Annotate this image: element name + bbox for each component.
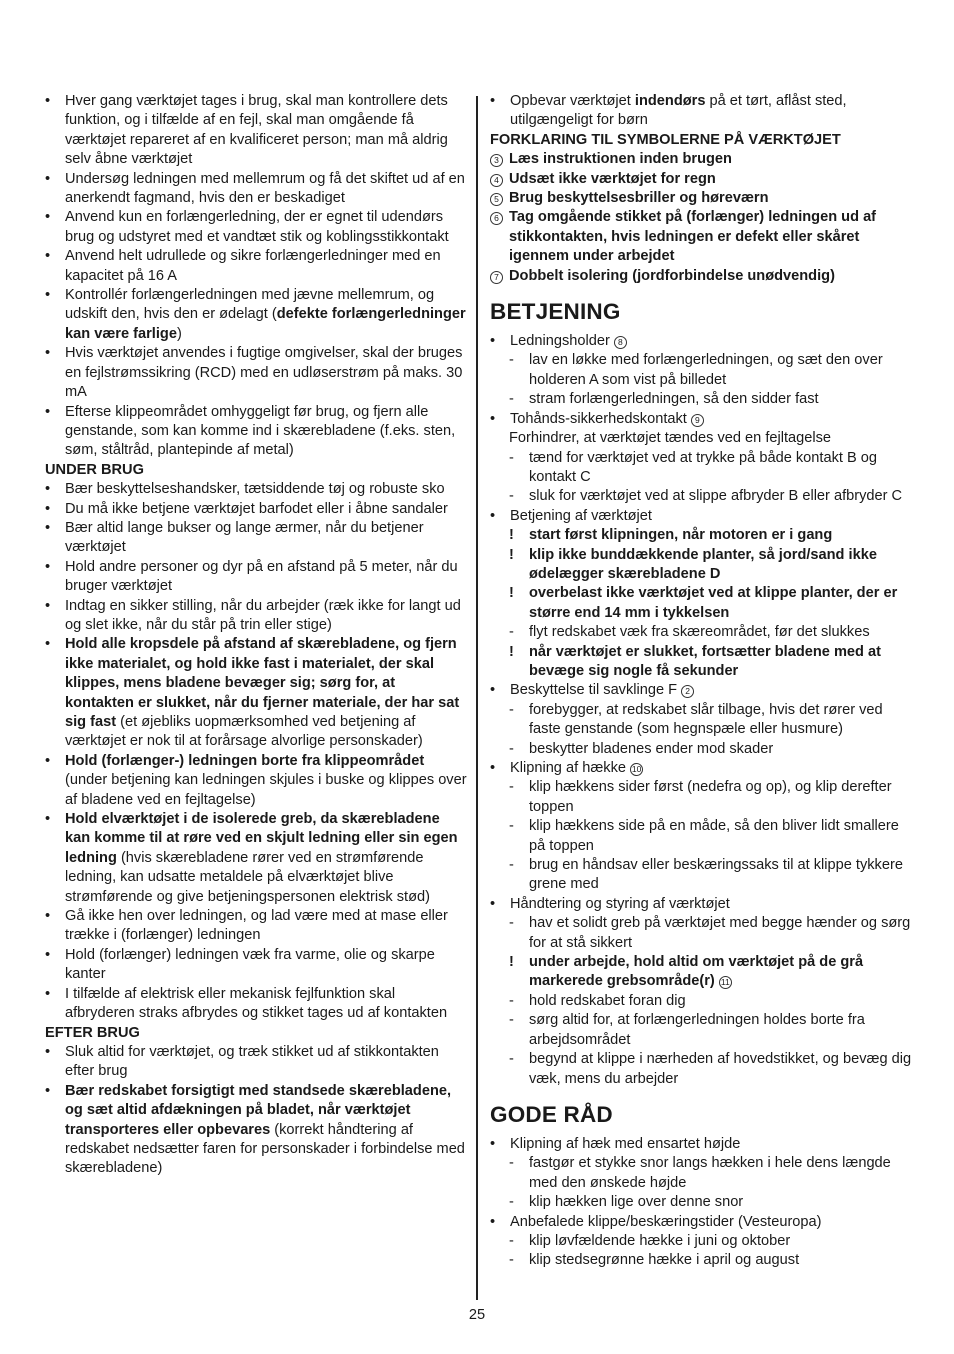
warning-item: [490, 643, 912, 682]
sub-item: [490, 701, 912, 740]
list-item: [45, 558, 467, 597]
body-text: Sluk altid for værktøjet, og træk stikket ud af stikkontakten efter brug: [65, 1043, 439, 1080]
sub-item: [490, 817, 912, 856]
bullet-icon: •: [45, 403, 51, 420]
callout-number-icon: 8: [614, 336, 627, 349]
bullet-icon: •: [490, 410, 496, 427]
bullet-icon: •: [490, 760, 496, 776]
body-text: (under betjening kan ledningen skjules i buske og klippes over af bladene ved en fejltagelse): [65, 772, 467, 808]
body-text: Hold andre personer og dyr på en afstand på 5 meter, når du bruger værktøjet: [65, 558, 458, 595]
body-text: (et øjebliks uopmærksomhed ved betjening af værktøjet er nok til at forårsage alvorlige personskader): [65, 714, 423, 750]
body-text: I tilfælde af elektrisk eller mekanisk fejlfunktion skal afbryderen straks afbrydes og stikket tages ud af kontakten: [65, 985, 448, 1022]
under-brug-heading: UNDER BRUG: [45, 461, 144, 478]
list-item-text: [65, 1083, 465, 1177]
storage-bullet: [490, 92, 912, 131]
warning-icon: !: [509, 527, 514, 544]
list-item-description: Forhindrer, at værktøjet tændes ved en fejltagelse: [509, 430, 832, 447]
list-item-text: [65, 986, 447, 1021]
dash-icon: -: [509, 352, 514, 369]
sub-item-text: klip ikke bunddækkende planter, så jord/sand ikke ødelægger skærebladene D: [529, 546, 877, 582]
sub-item-text: sluk for værktøjet ved at slippe afbryder B eller afbryder C: [529, 488, 903, 505]
callout-number-icon: 10: [631, 764, 642, 774]
list-item: [45, 907, 467, 946]
callout-number-icon: 9: [691, 414, 704, 427]
sub-item: [490, 856, 912, 895]
body-text: Indtag en sikker stilling, når du arbejder (ræk ikke for langt ud og slet ikke, når du står på trin eller stige): [65, 597, 461, 633]
left-column: [45, 92, 467, 1179]
bold-text: Hold (forlænger-) ledningen borte fra klippeområdet: [65, 752, 425, 769]
body-text: Du må ikke betjene værktøjet barfodet eller i åbne sandaler: [65, 500, 448, 517]
callout-number-icon: 4: [490, 174, 503, 187]
list-item: [45, 810, 467, 907]
bullet-icon: •: [45, 558, 51, 575]
bold-text: indendørs: [634, 93, 706, 109]
sub-item-text: fastgør et stykke snor langs hækken i hele dens længde med den ønskede højde: [529, 1155, 891, 1191]
list-item: [45, 1043, 467, 1082]
symbol-item: [490, 170, 912, 189]
warning-item: [490, 546, 912, 585]
body-text: Anvend helt udrullede og sikre forlængerledninger med en kapacitet på 16 A: [65, 248, 441, 284]
bullet-icon: •: [45, 248, 51, 265]
dash-icon: -: [509, 391, 514, 408]
symbol-text: Læs instruktionen inden brugen: [509, 151, 732, 168]
list-item: [45, 344, 467, 402]
symbol-text: Tag omgående stikket på (forlænger) ledningen ud af stikkontakten, hvis ledningen er defekt eller skåret igennem under arbejdet: [509, 209, 877, 265]
bullet-icon: •: [45, 946, 51, 963]
sub-item: [490, 992, 912, 1011]
list-item: [45, 286, 467, 344]
sub-item: [490, 351, 912, 390]
bullet-icon: •: [45, 519, 51, 536]
body-text: Hold (forlænger) ledningen væk fra varme, olie og skarpe kanter: [65, 946, 435, 983]
list-item: [490, 681, 912, 700]
warning-item: [490, 526, 912, 545]
bullet-icon: •: [45, 481, 51, 498]
dash-icon: -: [509, 624, 514, 641]
symbol-text: Udsæt ikke værktøjet for regn: [509, 170, 716, 187]
sub-item: [490, 1011, 912, 1050]
dash-icon: -: [509, 1232, 514, 1249]
list-item-text: [65, 93, 448, 167]
sub-item: [490, 1050, 912, 1089]
general-safety-list: [45, 92, 467, 461]
page-number: 25: [468, 1307, 486, 1323]
column-divider: [476, 96, 478, 1300]
list-item: [490, 410, 912, 429]
symbol-item: [490, 189, 912, 208]
list-item-text: [65, 404, 455, 459]
dash-icon: -: [509, 740, 514, 757]
dash-icon: -: [509, 992, 514, 1009]
bullet-icon: •: [45, 908, 51, 925]
sub-item-text: overbelast ikke værktøjet ved at klippe planter, der er større end 14 mm i tykkelsen: [529, 585, 898, 621]
bullet-icon: •: [490, 682, 496, 699]
sub-item-text: flyt redskabet væk fra skæreområdet, før det slukkes: [529, 624, 870, 641]
callout-number-icon: 5: [490, 193, 503, 206]
bullet-icon: •: [45, 985, 51, 1002]
warning-icon: !: [509, 954, 514, 971]
list-item-text: [65, 598, 461, 633]
warning-icon: !: [509, 546, 514, 563]
sub-item: [490, 1251, 912, 1270]
body-text: Kontrollér forlængerledningen med jævne mellemrum, og udskift den, hvis den er ødelagt (: [65, 287, 435, 323]
list-item: [45, 500, 467, 519]
bullet-icon: •: [490, 507, 496, 524]
list-item-text: [65, 636, 459, 749]
bullet-icon: •: [45, 345, 51, 362]
list-item: [45, 752, 467, 810]
sub-item-text: klip hækken lige over denne snor: [529, 1194, 744, 1211]
list-item: [45, 519, 467, 558]
sub-item-text: sørg altid for, at forlængerledningen holdes borte fra arbejdsområdet: [529, 1012, 865, 1048]
sub-item-text: begynd at klippe i nærheden af hovedstikket, og bevæg dig væk, mens du arbejder: [529, 1051, 912, 1087]
list-item: [45, 208, 467, 247]
list-item-text: [65, 287, 466, 342]
bullet-icon: •: [490, 895, 496, 912]
list-item: [45, 170, 467, 209]
symbol-text: Dobbelt isolering (jordforbindelse unødvendig): [509, 267, 835, 284]
sub-item-text: under arbejde, hold altid om værktøjet på de grå markerede grebsområde(r): [529, 954, 864, 990]
symbol-item: [490, 208, 912, 266]
list-item-text: [65, 811, 458, 905]
callout-number-icon: 7: [490, 271, 503, 284]
sub-item: [490, 740, 912, 759]
list-item-text: [510, 93, 847, 128]
body-text: Gå ikke hen over ledningen, og lad være med at mase eller trække i (forlænger) ledningen: [65, 908, 448, 944]
list-item-text: [65, 248, 441, 283]
bullet-icon: •: [45, 500, 51, 517]
bullet-icon: •: [490, 1213, 496, 1230]
warning-icon: !: [509, 585, 514, 602]
list-item-label: Anbefalede klippe/beskæringstider (Vesteuropa): [510, 1213, 822, 1230]
sub-item: [490, 1232, 912, 1251]
list-item: [45, 247, 467, 286]
dash-icon: -: [509, 818, 514, 835]
list-item: [490, 1135, 912, 1154]
bullet-icon: •: [45, 811, 51, 828]
list-item: [490, 895, 912, 914]
sub-item-text: klip stedsegrønne hække i april og august: [529, 1252, 800, 1269]
bullet-icon: •: [490, 333, 496, 350]
sub-item: [490, 914, 912, 953]
sub-item-text: klip hækkens side på en måde, så den bliver lidt smallere på toppen: [529, 818, 899, 854]
bullet-icon: •: [45, 636, 51, 653]
dash-icon: -: [509, 1155, 514, 1172]
list-item: [490, 1213, 912, 1232]
bullet-icon: •: [490, 1135, 496, 1152]
list-item-text: [65, 481, 445, 497]
list-item-text: [65, 1044, 439, 1079]
sub-item: [490, 778, 912, 817]
list-item-text: [65, 908, 448, 943]
list-item-label: Tohånds-sikkerhedskontakt: [510, 410, 687, 427]
callout-number-icon: 2: [681, 685, 694, 698]
warning-icon: !: [509, 643, 514, 660]
sub-item-text: klip løvfældende hække i juni og oktober: [529, 1232, 791, 1249]
dash-icon: -: [509, 1012, 514, 1029]
list-item-text: [65, 209, 449, 244]
symbol-item: [490, 150, 912, 169]
list-item-label: Ledningsholder: [510, 333, 610, 350]
bullet-icon: •: [45, 752, 51, 769]
list-item: [490, 92, 912, 131]
symbol-item: [490, 267, 912, 286]
callout-number-icon: 11: [719, 976, 732, 989]
dash-icon: -: [509, 701, 514, 718]
list-item: [45, 480, 467, 499]
dash-icon: -: [509, 488, 514, 505]
bold-text: Bær redskabet forsigtigt med standsede skærebladene, og sæt altid afdækningen på bladet, når værktøjet transporteres eller opbevares: [65, 1082, 452, 1138]
body-text: Hvis værktøjet anvendes i fugtige omgivelser, skal der bruges en fejlstrømssikring (RCD) med en udløserstrøm på maks. 30 mA: [65, 345, 463, 401]
warning-item: [490, 953, 912, 992]
sub-item-text: stram forlængerledningen, så den sidder fast: [529, 391, 819, 408]
list-item-text: [65, 753, 467, 808]
sub-item: [490, 1154, 912, 1193]
symbols-heading: FORKLARING TIL SYMBOLERNE PÅ VÆRKTØJET: [490, 131, 841, 148]
dash-icon: -: [509, 915, 514, 932]
list-item: [45, 985, 467, 1024]
list-item: [45, 1082, 467, 1179]
list-item-label: Klipning af hæk med ensartet højde: [510, 1135, 741, 1152]
bullet-icon: •: [45, 1082, 51, 1099]
list-item: [45, 946, 467, 985]
bullet-icon: •: [45, 1043, 51, 1060]
list-item: [45, 403, 467, 461]
dash-icon: -: [509, 857, 514, 874]
sub-item-text: hold redskabet foran dig: [529, 992, 686, 1009]
list-item-label: Klipning af hække: [510, 760, 627, 776]
body-text: Bær beskyttelseshandsker, tætsiddende tøj og robuste sko: [65, 481, 445, 498]
list-item-label: Håndtering og styring af værktøjet: [510, 895, 730, 912]
list-item-text: [65, 947, 435, 982]
list-item-text: [65, 171, 465, 206]
body-text: Bær altid lange bukser og lange ærmer, når du betjener værktøjet: [65, 519, 424, 556]
list-item-text: [65, 559, 458, 594]
gode-raad-list: [490, 1135, 912, 1271]
list-item: [490, 507, 912, 526]
sub-item-text: når værktøjet er slukket, fortsætter bladene med at bevæge sig nogle få sekunder: [529, 643, 881, 679]
list-item: [490, 332, 912, 351]
bullet-icon: •: [490, 93, 496, 109]
list-item-label: Beskyttelse til savklinge F: [510, 682, 678, 699]
body-text: Efterse klippeområdet omhyggeligt før brug, og fjern alle genstande, som kan komme ind i skærebladene (f.eks. sten, søm, ståltråd, plantepinde af metal): [65, 403, 456, 459]
body-text: ): [176, 325, 182, 342]
body-text: på et tørt, aflåst sted, utilgængeligt for børn: [510, 93, 847, 129]
sub-item: [490, 623, 912, 642]
sub-item-text: beskytter bladenes ender mod skader: [529, 740, 774, 757]
efter-brug-heading: EFTER BRUG: [45, 1024, 140, 1041]
sub-item: [490, 390, 912, 409]
sub-item-text: klip hækkens sider først (nedefra og op), og klip derefter toppen: [529, 779, 892, 815]
sub-item-text: brug en håndsav eller beskæringssaks til at klippe tykkere grene med: [529, 857, 903, 893]
sub-item-text: tænd for værktøjet ved at trykke på både kontakt B og kontakt C: [529, 449, 877, 485]
list-item-text: [65, 345, 462, 400]
sub-item: [490, 449, 912, 488]
dash-icon: -: [509, 449, 514, 466]
bullet-icon: •: [45, 209, 51, 226]
body-text: Undersøg ledningen med mellemrum og få det skiftet ud af en anerkendt fagmand, hvis den er beskadiget: [65, 170, 465, 207]
body-text: (hvis skærebladene rører ved en strømførende ledning, kan udsatte metaldele på elværktøjet blive strømførende og give betjeningspersonen elektrisk stød): [65, 849, 431, 905]
warning-item: [490, 584, 912, 623]
bullet-icon: •: [45, 597, 51, 614]
sub-item-text: forebygger, at redskabet slår tilbage, hvis det rører ved faste genstande (som hegnspæle eller husmure): [529, 701, 883, 738]
list-item: [45, 92, 467, 170]
callout-number-icon: 3: [490, 154, 503, 167]
sub-item-text: start først klipningen, når motoren er i gang: [529, 527, 833, 544]
symbols-list: [490, 150, 912, 286]
efter-brug-list: [45, 1043, 467, 1179]
bullet-icon: •: [45, 170, 51, 187]
sub-item-text: lav en løkke med forlængerledningen, og sæt den over holderen A som vist på billedet: [529, 352, 883, 388]
sub-item-text: hav et solidt greb på værktøjet med begge hænder og sørg for at stå sikkert: [529, 915, 911, 951]
bullet-icon: •: [45, 287, 51, 304]
symbol-text: Brug beskyttelsesbriller og høreværn: [509, 190, 769, 207]
under-brug-list: [45, 480, 467, 1023]
list-item-text: [65, 501, 448, 517]
sub-item: [490, 1193, 912, 1212]
bold-text: Hold elværktøjet i de isolerede greb, da skærebladene kan komme til at røre ved en skjult ledning eller sin egen ledning: [65, 811, 458, 866]
list-item-label: Betjening af værktøjet: [510, 507, 652, 524]
betjening-heading: BETJENING: [490, 299, 621, 325]
list-item-text: [65, 520, 424, 555]
right-column: [490, 92, 912, 1271]
gode-raad-heading: GODE RÅD: [490, 1101, 613, 1127]
bold-text: defekte forlængerledninger kan være farlige: [65, 306, 466, 342]
body-text: Hver gang værktøjet tages i brug, skal man kontrollere dets funktion, og i tilfælde af en fejl, skal man omgående få værktøjet repareret af en kvalificeret person; man må aldrig selv åbne værktøjet: [65, 93, 448, 168]
dash-icon: -: [509, 1252, 514, 1269]
list-item: [490, 759, 912, 778]
body-text: Opbevar værktøjet: [510, 93, 635, 109]
list-item: [45, 597, 467, 636]
bullet-icon: •: [45, 93, 51, 109]
dash-icon: -: [509, 1194, 514, 1211]
callout-number-icon: 6: [490, 212, 503, 225]
dash-icon: -: [509, 779, 514, 796]
betjening-list: [490, 332, 912, 1089]
bold-text: Hold alle kropsdele på afstand af skærebladene, og fjern ikke materialet, og hold ikke fast i materialet, der skal klippes, mens bladene bevæger sig; sørg for, at kontakten er slukket, når du fjerner materiale, der har sat sig fast: [65, 636, 460, 730]
body-text: (korrekt håndtering af redskabet nedsætter faren for personskader i forbindelse med skærebladene): [65, 1121, 465, 1177]
body-text: Anvend kun en forlængerledning, der er egnet til udendørs brug og udstyret med et vandtæt stik og koblingsstikkontakt: [65, 209, 449, 245]
sub-item: [490, 487, 912, 506]
dash-icon: -: [509, 1051, 514, 1068]
list-item: [45, 635, 467, 751]
